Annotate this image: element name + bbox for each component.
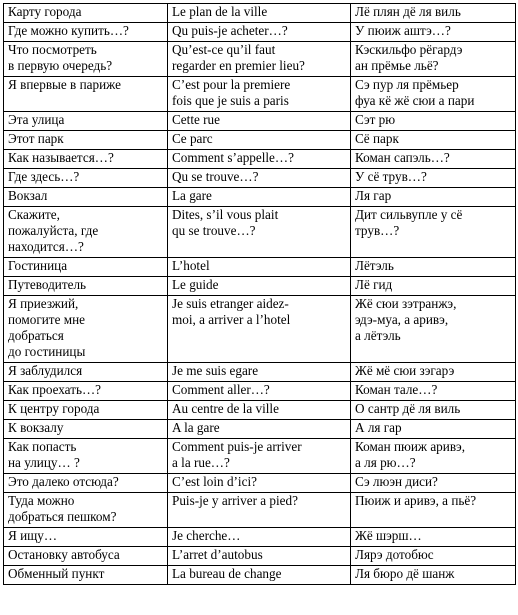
- russian-phrase-cell: Путеводитель: [4, 277, 168, 296]
- transliteration-cell: Коман тале…?: [351, 382, 516, 401]
- transliteration-cell: Дит сильвупле у сё трув…?: [351, 207, 516, 258]
- phrasebook-table: [3, 3, 516, 585]
- table-row: [4, 382, 516, 401]
- french-phrase-cell: Comment s’appelle…?: [168, 150, 351, 169]
- transliteration-cell: Жё мё сюи зэгарэ: [351, 363, 516, 382]
- french-phrase-cell: Comment puis-je arriver a la rue…?: [168, 439, 351, 474]
- french-phrase-cell: C’est pour la premiere fois que je suis a paris: [168, 77, 351, 112]
- russian-phrase-cell: Где здесь…?: [4, 169, 168, 188]
- table-row: [4, 207, 516, 258]
- french-phrase-cell: Au centre de la ville: [168, 401, 351, 420]
- russian-phrase-cell: Что посмотреть в первую очередь?: [4, 42, 168, 77]
- russian-phrase-cell: Остановку автобуса: [4, 547, 168, 566]
- french-phrase-cell: Puis-je y arriver a pied?: [168, 493, 351, 528]
- transliteration-cell: А ля гар: [351, 420, 516, 439]
- russian-phrase-cell: Я ищу…: [4, 528, 168, 547]
- table-row: [4, 42, 516, 77]
- russian-phrase-cell: Как попасть на улицу… ?: [4, 439, 168, 474]
- french-phrase-cell: A la gare: [168, 420, 351, 439]
- russian-phrase-cell: К центру города: [4, 401, 168, 420]
- french-phrase-cell: Le guide: [168, 277, 351, 296]
- table-row: [4, 493, 516, 528]
- russian-phrase-cell: Этот парк: [4, 131, 168, 150]
- table-row: [4, 566, 516, 585]
- french-phrase-cell: Je suis etranger aidez- moi, a arriver a l’hotel: [168, 296, 351, 363]
- transliteration-cell: Лярэ дотобюс: [351, 547, 516, 566]
- table-row: [4, 4, 516, 23]
- table-row: [4, 363, 516, 382]
- french-phrase-cell: Le plan de la ville: [168, 4, 351, 23]
- table-row: [4, 277, 516, 296]
- russian-phrase-cell: Эта улица: [4, 112, 168, 131]
- transliteration-cell: У сё трув…?: [351, 169, 516, 188]
- transliteration-cell: О сантр дё ля виль: [351, 401, 516, 420]
- transliteration-cell: Сэ пур ля прёмьер фуа кё жё сюи а пари: [351, 77, 516, 112]
- table-row: [4, 112, 516, 131]
- table-row: [4, 77, 516, 112]
- russian-phrase-cell: Вокзал: [4, 188, 168, 207]
- french-phrase-cell: La bureau de change: [168, 566, 351, 585]
- transliteration-cell: Сэ люэн диси?: [351, 474, 516, 493]
- russian-phrase-cell: Туда можно добраться пешком?: [4, 493, 168, 528]
- french-phrase-cell: Comment aller…?: [168, 382, 351, 401]
- table-row: [4, 23, 516, 42]
- transliteration-cell: Лё гид: [351, 277, 516, 296]
- french-phrase-cell: Qu puis-je acheter…?: [168, 23, 351, 42]
- transliteration-cell: Сэт рю: [351, 112, 516, 131]
- transliteration-cell: Кэскильфо рёгардэ ан прёмье льё?: [351, 42, 516, 77]
- russian-phrase-cell: Как проехать…?: [4, 382, 168, 401]
- french-phrase-cell: La gare: [168, 188, 351, 207]
- french-phrase-cell: Dites, s’il vous plait qu se trouve…?: [168, 207, 351, 258]
- transliteration-cell: Ля бюро дё шанж: [351, 566, 516, 585]
- transliteration-cell: У пюиж аштэ…?: [351, 23, 516, 42]
- transliteration-cell: Лётэль: [351, 258, 516, 277]
- table-row: [4, 528, 516, 547]
- russian-phrase-cell: Как называется…?: [4, 150, 168, 169]
- french-phrase-cell: L’hotel: [168, 258, 351, 277]
- french-phrase-cell: Ce parc: [168, 131, 351, 150]
- table-row: [4, 150, 516, 169]
- french-phrase-cell: Je me suis egare: [168, 363, 351, 382]
- russian-phrase-cell: Я заблудился: [4, 363, 168, 382]
- table-row: [4, 169, 516, 188]
- russian-phrase-cell: Скажите, пожалуйста, где находится…?: [4, 207, 168, 258]
- table-row: [4, 439, 516, 474]
- french-phrase-cell: Qu’est-ce qu’il faut regarder en premier lieu?: [168, 42, 351, 77]
- french-phrase-cell: Cette rue: [168, 112, 351, 131]
- russian-phrase-cell: Карту города: [4, 4, 168, 23]
- french-phrase-cell: Qu se trouve…?: [168, 169, 351, 188]
- russian-phrase-cell: Где можно купить…?: [4, 23, 168, 42]
- russian-phrase-cell: Гостиница: [4, 258, 168, 277]
- russian-phrase-cell: Я впервые в париже: [4, 77, 168, 112]
- french-phrase-cell: C’est loin d’ici?: [168, 474, 351, 493]
- transliteration-cell: Ля гар: [351, 188, 516, 207]
- phrasebook-table-body: [4, 4, 516, 585]
- table-row: [4, 401, 516, 420]
- transliteration-cell: Лё плян дё ля виль: [351, 4, 516, 23]
- transliteration-cell: Жё шэрш…: [351, 528, 516, 547]
- transliteration-cell: Жё сюи зэтранжэ, эдэ-муа, а аривэ, а лётэль: [351, 296, 516, 363]
- russian-phrase-cell: Я приезжий, помогите мне добраться до гостиницы: [4, 296, 168, 363]
- table-row: [4, 188, 516, 207]
- transliteration-cell: Пюиж и аривэ, а пьё?: [351, 493, 516, 528]
- french-phrase-cell: L’arret d’autobus: [168, 547, 351, 566]
- french-phrase-cell: Je cherche…: [168, 528, 351, 547]
- table-row: [4, 474, 516, 493]
- russian-phrase-cell: К вокзалу: [4, 420, 168, 439]
- table-row: [4, 420, 516, 439]
- transliteration-cell: Коман пюиж аривэ, а ля рю…?: [351, 439, 516, 474]
- table-row: [4, 547, 516, 566]
- transliteration-cell: Сё парк: [351, 131, 516, 150]
- russian-phrase-cell: Обменный пункт: [4, 566, 168, 585]
- table-row: [4, 258, 516, 277]
- transliteration-cell: Коман сапэль…?: [351, 150, 516, 169]
- russian-phrase-cell: Это далеко отсюда?: [4, 474, 168, 493]
- table-row: [4, 131, 516, 150]
- table-row: [4, 296, 516, 363]
